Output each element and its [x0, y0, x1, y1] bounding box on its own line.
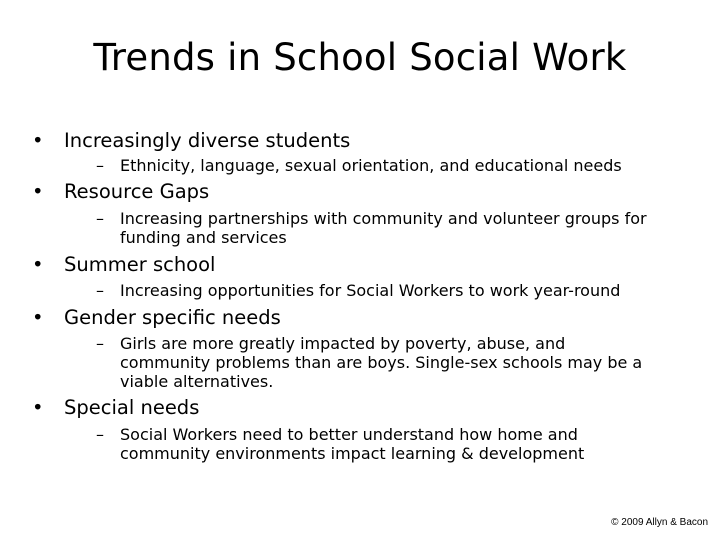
bullet-label: Gender specific needs: [64, 306, 281, 329]
bullet-label: Resource Gaps: [64, 180, 210, 203]
bullet-label: Special needs: [64, 396, 200, 419]
sub-bullet-text: Ethnicity, language, sexual orientation, and educational needs: [120, 156, 622, 175]
sub-bullet-item: [96, 209, 660, 247]
sub-bullet-text: Social Workers need to better understand how home and community environments impact learning & development: [120, 425, 585, 463]
bullet-label: Summer school: [64, 253, 216, 276]
slide-title: Trends in School Social Work: [93, 36, 627, 79]
sub-bullet-item: [96, 281, 660, 300]
sub-bullet-item: [96, 156, 660, 175]
sub-bullet-glyph: –: [96, 156, 104, 175]
sub-bullet-item: [96, 425, 660, 463]
bullet-item: [32, 180, 209, 204]
bullet-item: [32, 396, 199, 420]
sub-bullet-glyph: –: [96, 209, 104, 228]
sub-bullet-text: Increasing opportunities for Social Workers to work year-round: [120, 281, 621, 300]
bullet-glyph: •: [32, 129, 44, 152]
bullet-item: [32, 306, 281, 330]
bullet-item: [32, 253, 215, 277]
copyright-footer: © 2009 Allyn & Bacon: [611, 517, 708, 528]
sub-bullet-text: Girls are more greatly impacted by poverty, abuse, and community problems than are boys. Single-sex schools may be a viable alternatives.: [120, 334, 643, 391]
sub-bullet-text: Increasing partnerships with community and volunteer groups for funding and services: [120, 209, 647, 247]
bullet-glyph: •: [32, 253, 44, 276]
bullet-item: [32, 129, 350, 153]
sub-bullet-glyph: –: [96, 334, 104, 353]
bullet-glyph: •: [32, 306, 44, 329]
bullet-glyph: •: [32, 396, 44, 419]
sub-bullet-item: [96, 334, 660, 391]
bullet-glyph: •: [32, 180, 44, 203]
sub-bullet-glyph: –: [96, 281, 104, 300]
bullet-label: Increasingly diverse students: [64, 129, 351, 152]
sub-bullet-glyph: –: [96, 425, 104, 444]
